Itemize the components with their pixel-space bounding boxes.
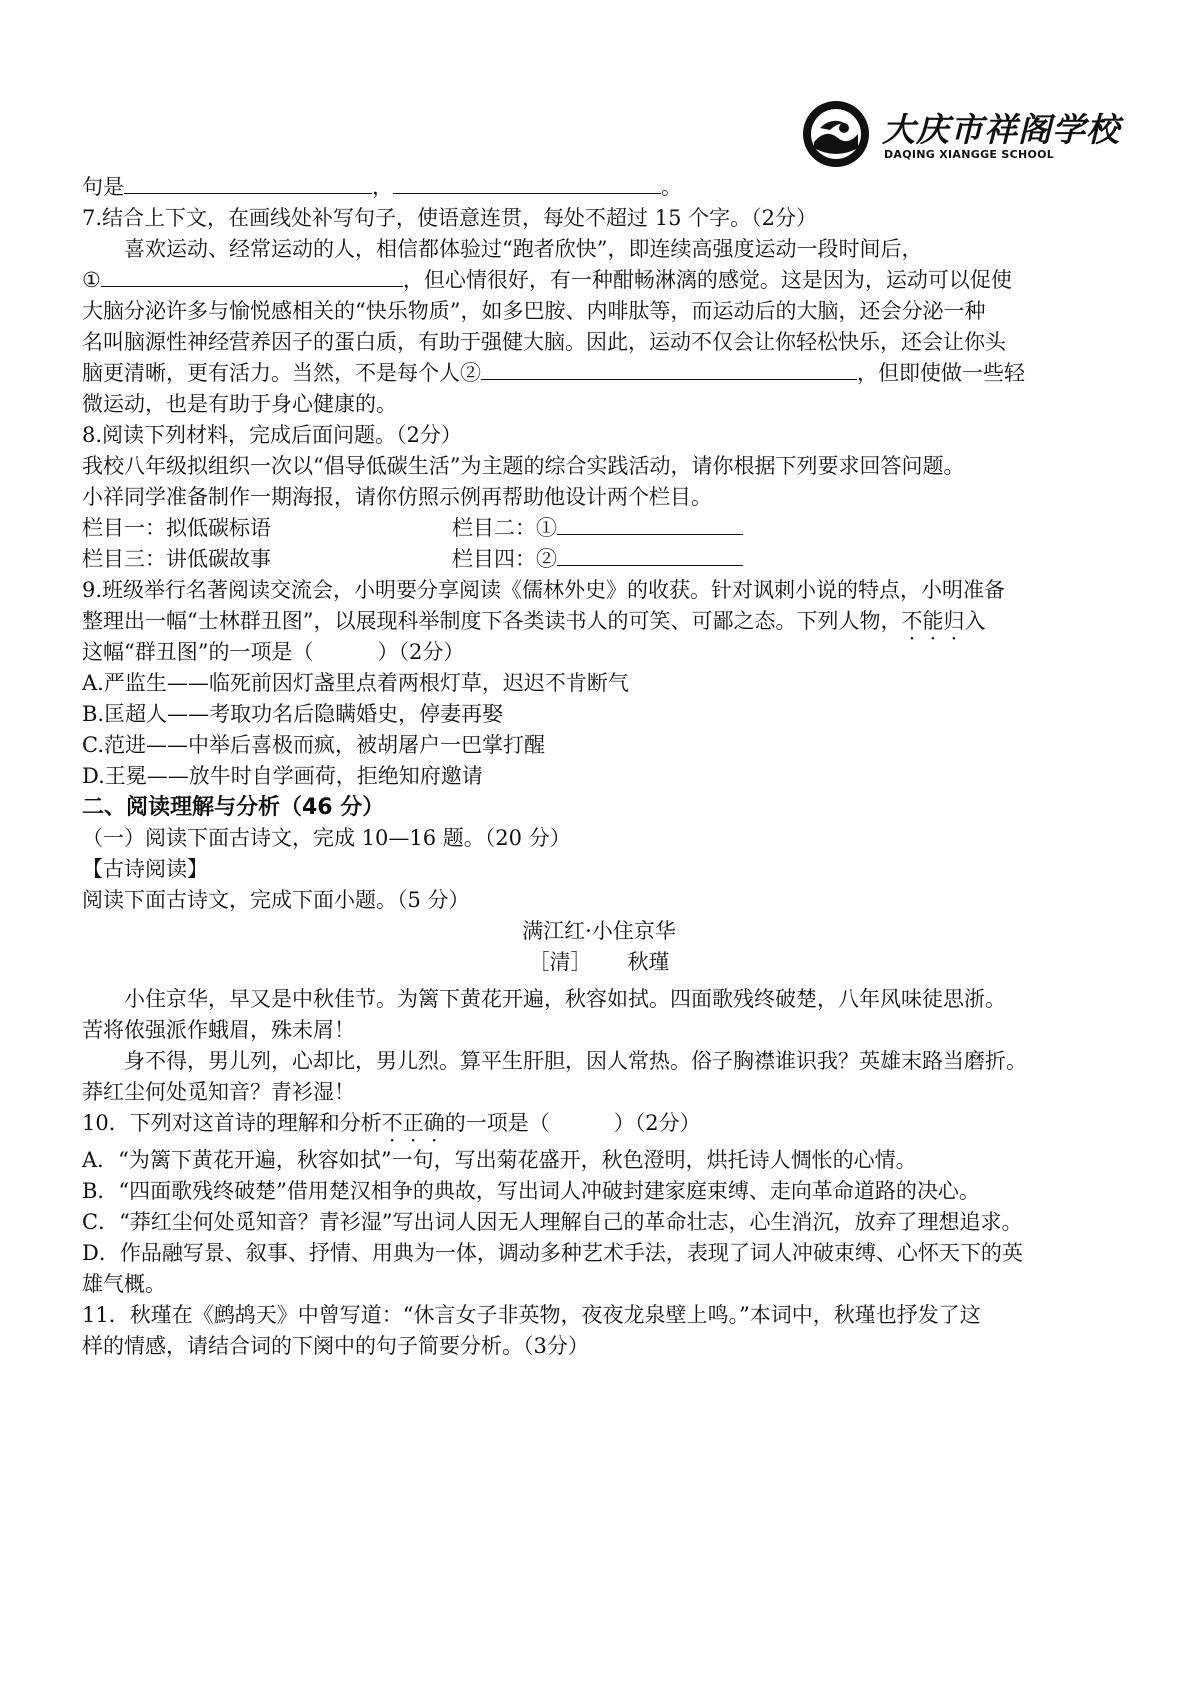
q7-paragraph-line: 喜欢运动、经常运动的人，相信都体验过“跑者欣快”，即连续高强度运动一段时间后， — [124, 237, 923, 261]
school-name-en: DAQING XIANGGE SCHOOL — [884, 148, 1055, 161]
poem-dynasty: ［清］ — [528, 950, 592, 974]
q10-text: 的一项是（ — [444, 1111, 550, 1135]
q11-stem-line: 样的情感，请结合词的下阕中的句子简要分析。（3分） — [82, 1334, 589, 1358]
q7-text: 脑更清晰，更有活力。当然，不是每个人② — [82, 361, 481, 385]
poem-author-line — [82, 947, 1116, 978]
q10-text: 10．下列对这首诗的理解和分析 — [82, 1111, 382, 1135]
emphasis-char: 归 — [943, 609, 965, 633]
emphasis-char: 确 — [423, 1111, 445, 1135]
q8-line: 小祥同学准备制作一期海报，请你仿照示例再帮助他设计两个栏目。 — [82, 485, 712, 509]
q7-text: ，但心情很好，有一种酣畅淋漓的感觉。这是因为，运动可以促使 — [402, 268, 1012, 292]
q10-option-d: D．作品融写景、叙事、抒情、用典为一体，调动多种艺术手法，表现了词人冲破束缚、心怀天下的英 — [82, 1241, 1023, 1265]
q9-option-c: C.范进——中举后喜极而疯，被胡屠户一巴掌打醒 — [82, 733, 545, 757]
q6-answer-line — [82, 172, 1116, 203]
q8-columns-row — [82, 513, 1116, 544]
poem-stanza-line: 莽红尘何处觅知音？青衫湿！ — [82, 1080, 355, 1104]
poem-reading-tag: 【古诗阅读】 — [82, 857, 208, 881]
q6-period: 。 — [661, 175, 682, 199]
q9-option-b: B.匡超人——考取功名后隐瞒婚史，停妻再娶 — [82, 702, 504, 726]
poem-author: 秋瑾 — [627, 950, 670, 974]
column-two: 栏目二：① — [452, 516, 557, 540]
column-one: 栏目一：拟低碳标语 — [82, 516, 271, 540]
q8-stem: 8.阅读下列材料，完成后面问题。（2分） — [82, 423, 462, 447]
q7-paragraph-line: 大脑分泌许多与愉悦感相关的“快乐物质”，如多巴胺、内啡肽等，而运动后的大脑，还会分泌一种 — [82, 299, 986, 323]
q7-stem: 7.结合上下文，在画线处补写句子，使语意连贯，每处不超过 15 个字。（2分） — [82, 206, 817, 230]
q7-paragraph-line: 名叫脑源性神经营养因子的蛋白质，有助于强健大脑。因此，运动不仅会让你轻松快乐，还会让你头 — [82, 330, 1006, 354]
emphasis-char: 不 — [381, 1111, 403, 1135]
exam-content — [82, 172, 1116, 1362]
q8-columns-row — [82, 544, 1116, 575]
q9-text: 入 — [964, 609, 986, 633]
q9-stem-line — [82, 637, 1116, 668]
q10-option-c: C．“莽红尘何处觅知音？青衫湿”写出词人因无人理解自己的革命壮志，心生消沉，放弃了理想追求。 — [82, 1210, 1023, 1234]
q11-stem-line: 11．秋瑾在《鹧鸪天》中曾写道：“休言女子非英物，夜夜龙泉壁上鸣。”本词中，秋瑾也抒发了这 — [82, 1303, 981, 1327]
answer-blank-1[interactable] — [101, 266, 403, 287]
q6-comma: ， — [372, 175, 393, 199]
q7-text: ，但即使做一些轻 — [857, 361, 1025, 385]
emphasis-char: 正 — [402, 1111, 424, 1135]
school-name-cn: 大庆市祥阁学校 — [882, 110, 1120, 149]
blank-marker-1: ① — [82, 268, 101, 292]
q9-stem-line — [82, 606, 1116, 637]
q8-line: 我校八年级拟组织一次以“倡导低碳生活”为主题的综合实践活动，请你根据下列要求回答问题。 — [82, 454, 965, 478]
q9-stem-line: 9.班级举行名著阅读交流会，小明要分享阅读《儒林外史》的收获。针对讽刺小说的特点，小明准备 — [82, 578, 1006, 602]
poem-title: 满江红·小住京华 — [522, 919, 676, 943]
q9-text: 这幅“群丑图”的一项是（ — [82, 640, 314, 664]
q6-prefix: 句是 — [82, 175, 124, 199]
q7-paragraph-line — [82, 358, 1116, 389]
q7-paragraph-line — [82, 265, 1116, 296]
answer-blank[interactable] — [557, 514, 743, 535]
answer-blank[interactable] — [124, 173, 372, 194]
q9-text: ）（2分） — [377, 640, 465, 664]
column-three: 栏目三：讲低碳故事 — [82, 547, 271, 571]
answer-blank[interactable] — [393, 173, 661, 194]
school-emblem-icon — [800, 98, 872, 170]
school-logo — [800, 98, 1120, 170]
q10-option-a: A．“为篱下黄花开遍，秋容如拭”一句，写出菊花盛开，秋色澄明，烘托诗人惆怅的心情。 — [82, 1148, 917, 1172]
section-two-subtitle: （一）阅读下面古诗文，完成 10—16 题。（20 分） — [82, 826, 571, 850]
poem-stanza-line: 身不得，男儿列，心却比，男儿烈。算平生肝胆，因人常热。俗子胸襟谁识我？英雄末路当磨折。 — [124, 1049, 1027, 1073]
q10-option-b: B．“四面歌残终破楚”借用楚汉相争的典故，写出词人冲破封建家庭束缚、走向革命道路的决心。 — [82, 1179, 980, 1203]
poem-instruction: 阅读下面古诗文，完成下面小题。（5 分） — [82, 888, 470, 912]
answer-blank[interactable] — [557, 545, 743, 566]
q9-text: 整理出一幅“士林群丑图”，以展现科举制度下各类读书人的可笑、可鄙之态。下列人物， — [82, 609, 902, 633]
q9-option-a: A.严监生——临死前因灯盏里点着两根灯草，迟迟不肯断气 — [82, 671, 629, 695]
q10-stem — [82, 1108, 1116, 1139]
answer-blank-2[interactable] — [481, 359, 857, 380]
q7-paragraph-line: 微运动，也是有助于身心健康的。 — [82, 392, 397, 416]
section-two-title: 二、阅读理解与分析（46 分） — [82, 795, 385, 820]
q10-text: ）（2分） — [613, 1111, 701, 1135]
emphasis-char: 不 — [901, 609, 923, 633]
poem-stanza-line: 苦将侬强派作蛾眉，殊未屑！ — [82, 1018, 355, 1042]
column-four: 栏目四：② — [452, 547, 557, 571]
q10-option-d-cont: 雄气概。 — [82, 1272, 166, 1296]
poem-stanza-line: 小住京华，早又是中秋佳节。为篱下黄花开遍，秋容如拭。四面歌残终破楚，八年风味徒思浙。 — [124, 987, 1006, 1011]
q9-option-d: D.王冕——放牛时自学画荷，拒绝知府邀请 — [82, 764, 483, 788]
emphasis-char: 能 — [922, 609, 944, 633]
